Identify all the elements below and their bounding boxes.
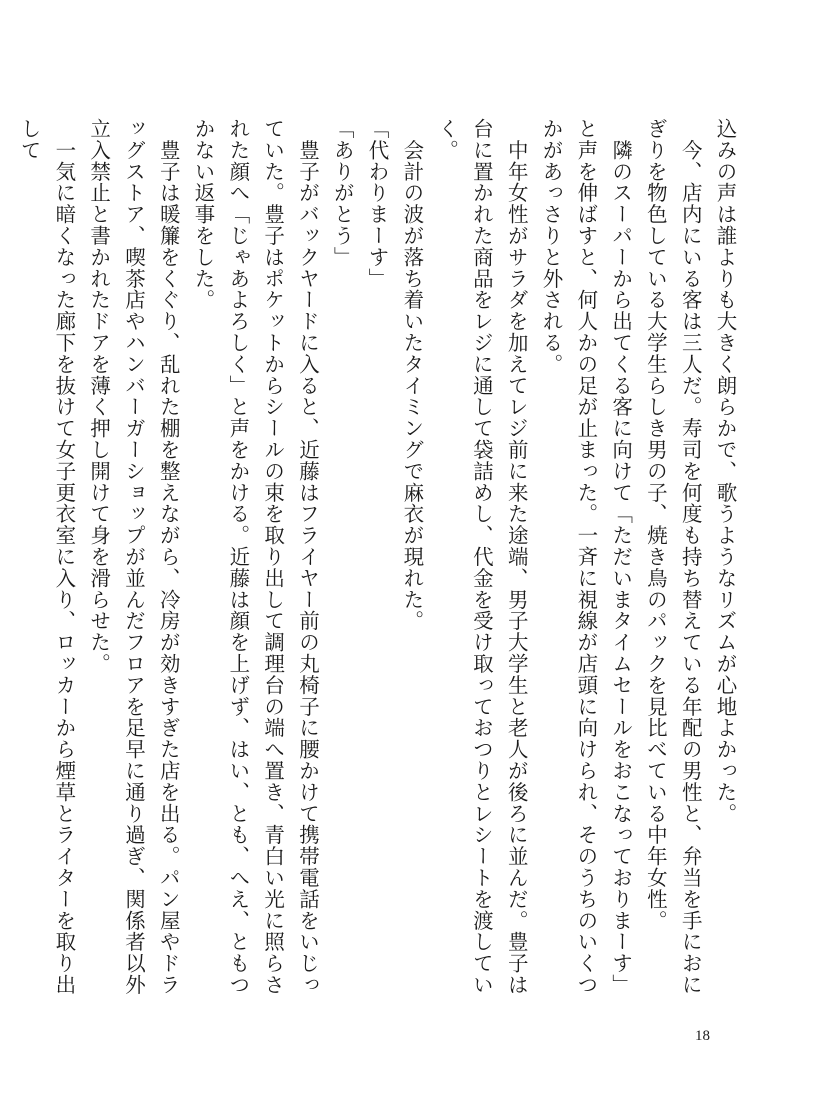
paragraph: 豊子は暖簾をくぐり、乱れた棚を整えながら、冷房が効きすぎた店を出る。パン屋やドラッグストア、喫茶店やハンバーガーショップが並んだフロアを足早に通り過ぎ、関係者以外立入禁止と書かれたドアを薄く押し開けて身を滑らせた。 xyxy=(86,118,181,996)
paragraph: 「ありがとう」 xyxy=(330,118,355,268)
paragraph: 会計の波が落ち着いたタイミングで麻衣が現れた。 xyxy=(399,118,424,632)
paragraph: 中年女性がサラダを加えてレジ前に来た途端、男子大学生と老人が後ろに並んだ。豊子は台に置かれた商品をレジに通して袋詰めし、代金を受け取っておつりとレシートを渡していく。 xyxy=(434,118,529,996)
vertical-text-block xyxy=(17,118,742,1008)
paragraph: 込みの声は誰よりも大きく朗らかで、歌うようなリズムが心地よかった。 xyxy=(713,118,737,825)
paragraph: 「代わりまーす」 xyxy=(365,118,390,290)
paragraph: 豊子がバックヤードに入ると、近藤はフライヤー前の丸椅子に腰かけて携帯電話をいじっていた。豊子はポケットからシールの束を取り出して調理台の端へ置き、青白い光に照らされた顔へ「じゃあよろしく」と声をかける。近藤は顔を上げず、はい、とも、へえ、ともつかない返事をした。 xyxy=(191,118,320,996)
paragraph: 今、店内にいる客は三人だ。寿司を何度も持ち替えている年配の男性と、弁当を手におにぎりを物色している大学生らしき男の子、焼き鳥のパックを見比べている中年女性。 xyxy=(643,118,703,996)
page-number: 18 xyxy=(695,1028,710,1044)
paragraph: 隣のスーパーから出てくる客に向けて「ただいまタイムセールをおこなっておりまーす」と声を伸ばすと、何人かの足が止まった。一斉に視線が店頭に向けられ、そのうちのいくつかがあっさりと外される。 xyxy=(539,118,633,996)
paragraph: 一気に暗くなった廊下を抜けて女子更衣室に入り、ロッカーから煙草とライターを取り出して xyxy=(17,118,76,996)
